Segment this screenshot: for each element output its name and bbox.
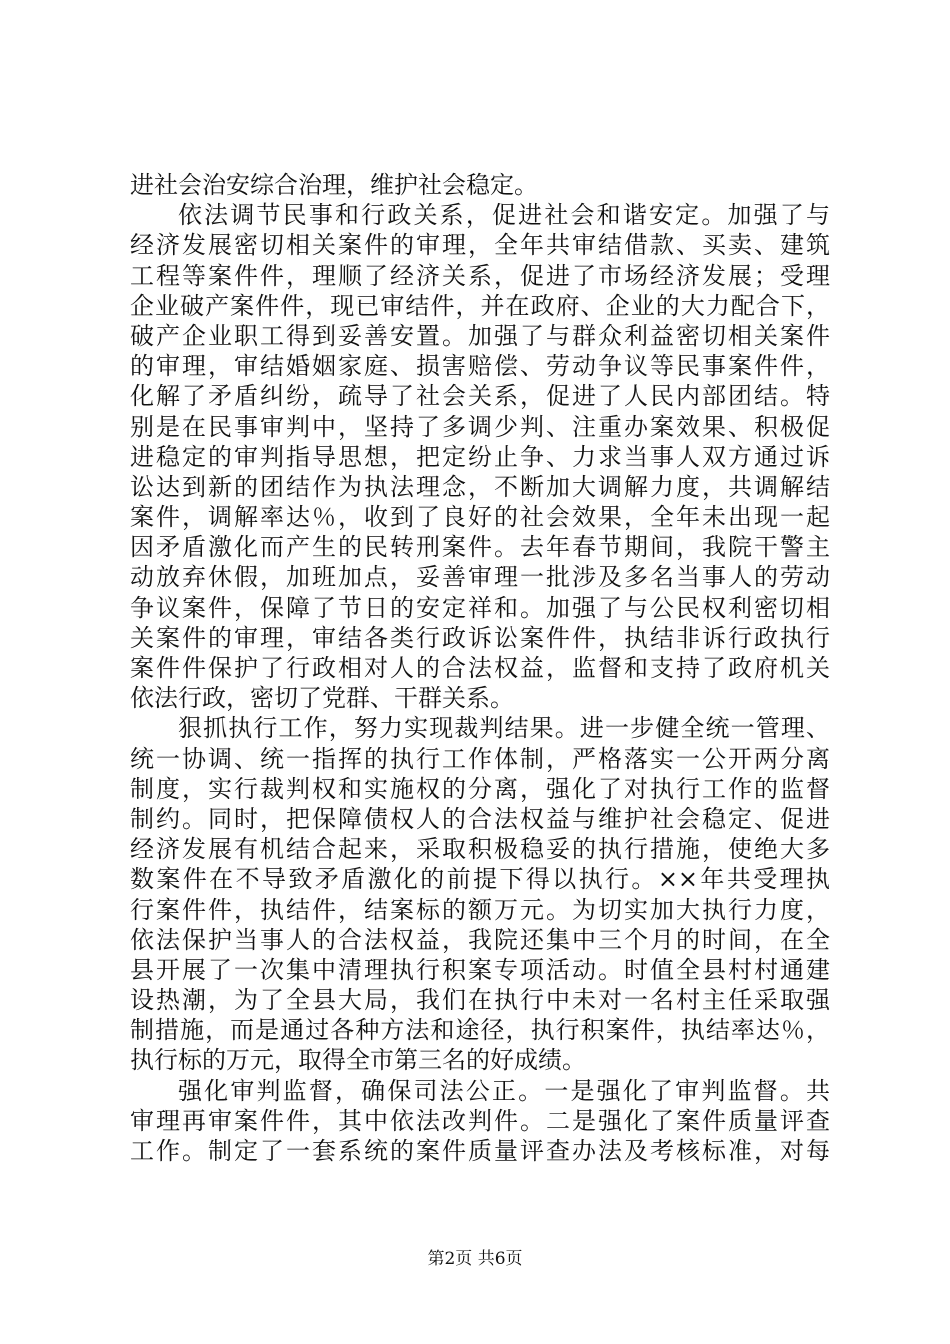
text-line-1: 进社会治安综合治理，维护社会稳定。 bbox=[130, 171, 538, 199]
text-line: 的审理，审结婚姻家庭、损害赔偿、劳动争议等民事案件件， bbox=[130, 352, 830, 381]
text-line: 争议案件，保障了节日的安定祥和。加强了与公民权利密切相 bbox=[130, 593, 830, 622]
text-line: 关案件的审理，审结各类行政诉讼案件件，执结非诉行政执行 bbox=[130, 623, 830, 652]
text-line: 企业破产案件件，现已审结件，并在政府、企业的大力配合下， bbox=[130, 291, 830, 320]
text-line: 破产企业职工得到妥善安置。加强了与群众利益密切相关案件 bbox=[130, 321, 830, 350]
paragraph-start-line: 狠抓执行工作，努力实现裁判结果。进一步健全统一管理、 bbox=[178, 714, 830, 743]
document-body bbox=[130, 170, 830, 1166]
paragraph-start-line: 强化审判监督，确保司法公正。一是强化了审判监督。共 bbox=[178, 1076, 830, 1105]
text-line: 别是在民事审判中，坚持了多调少判、注重办案效果、积极促 bbox=[130, 412, 830, 441]
paragraph-end-line: 依法行政，密切了党群、干群关系。 bbox=[130, 684, 514, 713]
text-line: 因矛盾激化而产生的民转刑案件。去年春节期间，我院干警主 bbox=[130, 533, 830, 562]
text-line: 制措施，而是通过各种方法和途径，执行积案件，执结率达％， bbox=[130, 1016, 830, 1045]
text-line: 制约。同时，把保障债权人的合法权益与维护社会稳定、促进 bbox=[130, 804, 830, 833]
paragraph-start-line: 依法调节民事和行政关系，促进社会和谐安定。加强了与 bbox=[178, 201, 830, 230]
page-number-footer: 第2页 共6页 bbox=[427, 1249, 523, 1269]
text-line: 动放弃休假，加班加点，妥善审理一批涉及多名当事人的劳动 bbox=[130, 563, 830, 592]
text-line: 讼达到新的团结作为执法理念，不断加大调解力度，共调解结 bbox=[130, 472, 830, 501]
text-line: 数案件在不导致矛盾激化的前提下得以执行。××年共受理执 bbox=[130, 865, 830, 894]
text-line: 经济发展密切相关案件的审理，全年共审结借款、买卖、建筑 bbox=[130, 231, 830, 260]
text-line: 制度，实行裁判权和实施权的分离，强化了对执行工作的监督 bbox=[130, 774, 830, 803]
text-line: 化解了矛盾纠纷，疏导了社会关系，促进了人民内部团结。特 bbox=[130, 382, 830, 411]
text-line: 依法保护当事人的合法权益，我院还集中三个月的时间，在全 bbox=[130, 925, 830, 954]
text-line: 设热潮，为了全县大局，我们在执行中未对一名村主任采取强 bbox=[130, 986, 830, 1015]
text-line: 案件，调解率达％，收到了良好的社会效果，全年未出现一起 bbox=[130, 503, 830, 532]
text-line: 工作。制定了一套系统的案件质量评查办法及考核标准，对每 bbox=[130, 1137, 830, 1165]
text-line: 案件件保护了行政相对人的合法权益，监督和支持了政府机关 bbox=[130, 654, 830, 682]
paragraph-end-line: 执行标的万元，取得全市第三名的好成绩。 bbox=[130, 1046, 586, 1075]
text-line: 经济发展有机结合起来，采取积极稳妥的执行措施，使绝大多 bbox=[130, 835, 830, 864]
text-line: 工程等案件件，理顺了经济关系，促进了市场经济发展；受理 bbox=[130, 261, 830, 290]
text-line: 统一协调、统一指挥的执行工作体制，严格落实一公开两分离 bbox=[130, 744, 830, 773]
text-line: 行案件件，执结件，结案标的额万元。为切实加大执行力度， bbox=[130, 895, 830, 924]
text-line: 县开展了一次集中清理执行积案专项活动。时值全县村村通建 bbox=[130, 955, 830, 984]
text-line: 审理再审案件件，其中依法改判件。二是强化了案件质量评查 bbox=[130, 1106, 830, 1135]
text-line: 进稳定的审判指导思想，把定纷止争、力求当事人双方通过诉 bbox=[130, 442, 830, 471]
